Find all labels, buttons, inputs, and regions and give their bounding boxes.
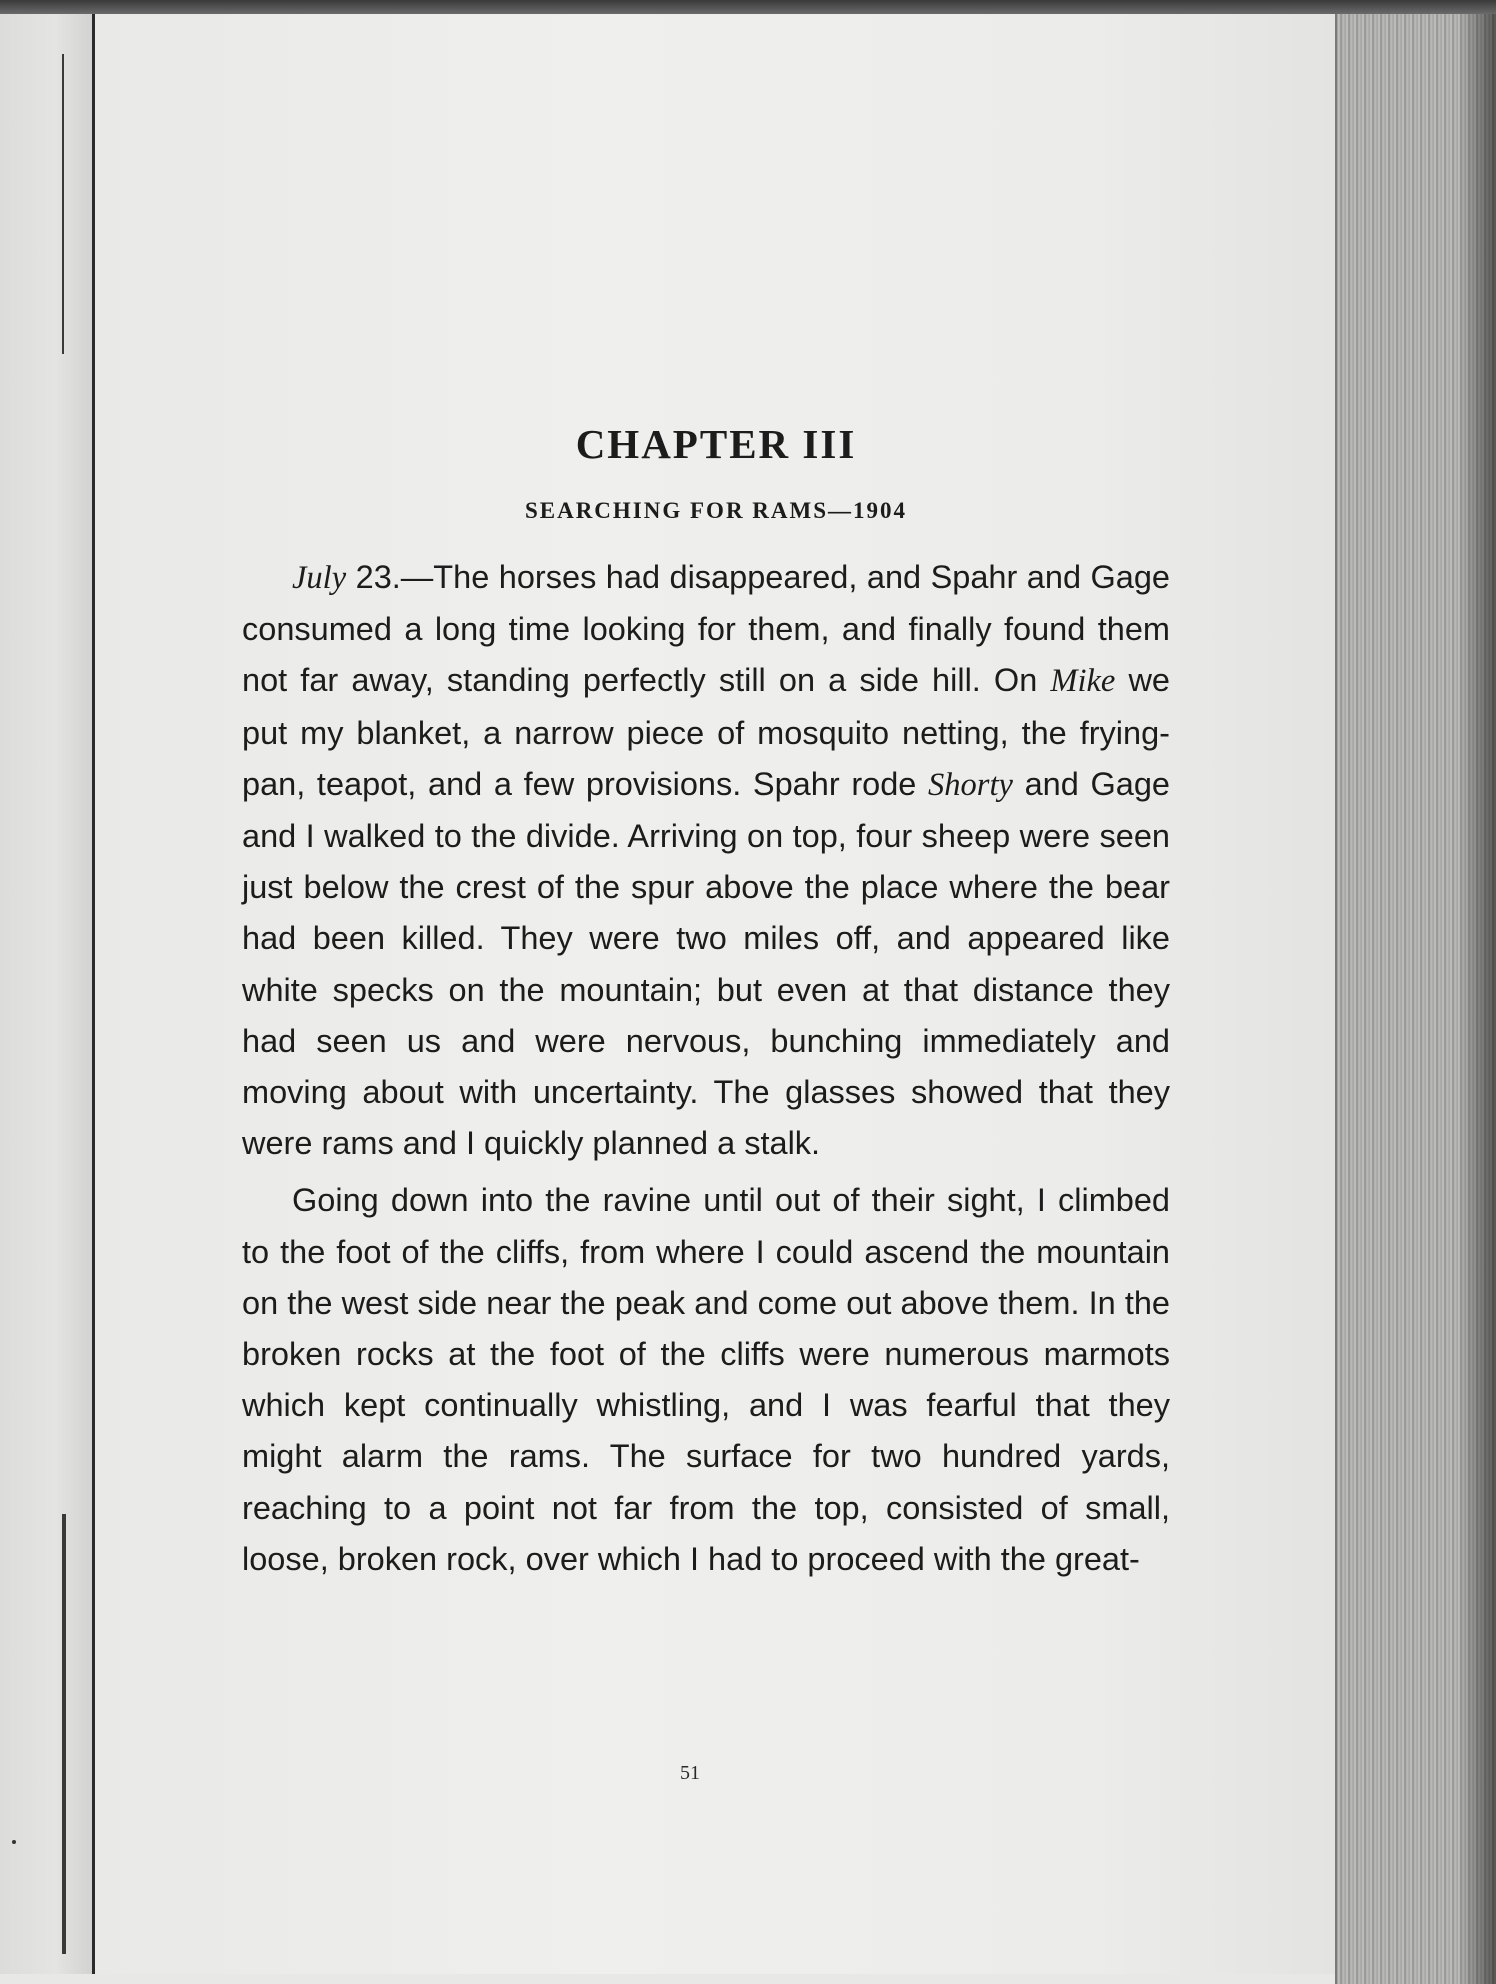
gutter-line <box>62 54 64 354</box>
fore-edge-shadow <box>1458 14 1496 1984</box>
book-top-edge <box>0 0 1496 14</box>
horse-name-mike: Mike <box>1050 663 1116 700</box>
gutter-line <box>62 1514 66 1954</box>
page-text-block <box>242 420 1170 1585</box>
horse-name-shorty: Shorty <box>928 766 1013 803</box>
paper-speck <box>12 1840 16 1844</box>
paragraph-2: Going down into the ravine until out of their sight, I climbed to the foot of the cliffs, from where I could ascend the mountain on the west side near the peak and come out above them. In the broken rocks at the foot of the cliffs were numerous marmots which kept continually whistling, and I was fearful that they might alarm the rams. The surface for two hundred yards, reaching to a point not far from the top, consisted of small, loose, broken rock, over which I had to proceed with the great- <box>242 1182 1170 1577</box>
book-fore-edge <box>1335 14 1496 1984</box>
paragraph-1-lead: 23.—The horses had disappeared, and Spahr and Gage consumed a long time looking for them, and finally found them not far away, standing perfectly still on a side hill. On <box>242 559 1170 699</box>
left-page-edge <box>0 14 95 1974</box>
date-label: July <box>292 560 347 596</box>
chapter-title: CHAPTER III <box>575 421 857 467</box>
page-number: 51 <box>680 1762 700 1784</box>
paragraph-1 <box>242 552 1170 1169</box>
paragraph-1-tail: and Gage and I walked to the divide. Arriving on top, four sheep were seen just below the crest of the spur above the place where the bear had been killed. They were two miles off, and appeared like white specks on the mountain; but even at that distance they had seen us and were nervous, bunching immediately and moving about with uncertainty. The glasses showed that they were rams and I quickly planned a stalk. <box>242 765 1170 1162</box>
paragraph-1-mid: we put my blanket, a narrow piece of mosquito netting, the frying-pan, teapot, and a few provisions. Spahr rode <box>242 662 1170 802</box>
chapter-subtitle: SEARCHING FOR RAMS—1904 <box>524 498 908 523</box>
